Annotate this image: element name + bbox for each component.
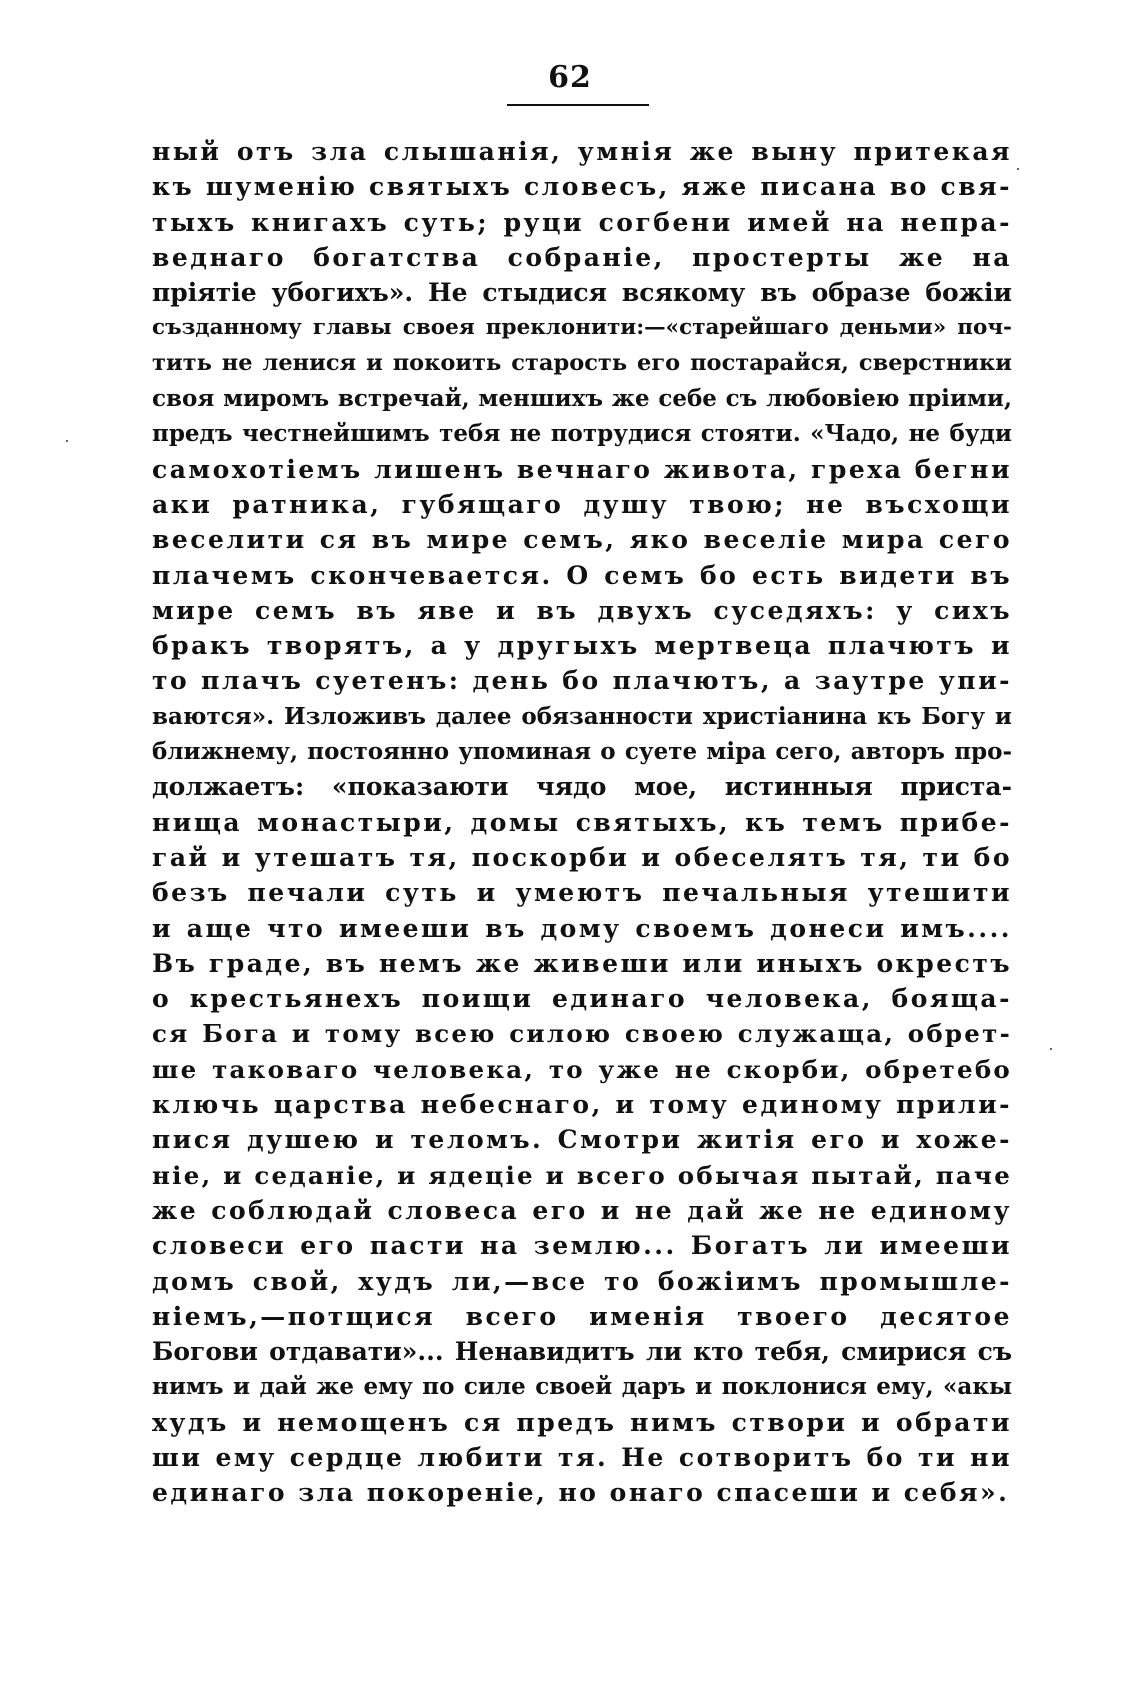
paper-speck	[1050, 1048, 1052, 1050]
text-line: о крестьянехъ поищи единаго человека, бояща-	[152, 984, 1012, 1014]
text-line: къ шуменію святыхъ словесъ, яже писана во свя-	[152, 172, 1012, 202]
body-text	[152, 134, 1012, 1511]
text-line: създанному главы своея преклонити:—«старейшаго деньми» поч-	[152, 315, 1012, 341]
text-line: веднаго богатства собраніе, простерты же на	[152, 242, 1012, 272]
text-line: пися душею и теломъ. Смотри житія его и хоже-	[152, 1125, 1012, 1155]
text-line: словеси его пасти на землю... Богатъ ли имееши	[152, 1231, 1012, 1261]
text-line: должаетъ: «показаюти чядо мое, истинныя приста-	[152, 772, 1012, 802]
text-line: нища монастыри, домы святыхъ, къ темъ прибе-	[152, 807, 1012, 837]
text-line: пріятіе убогихъ». Не стыдися всякому въ образе божіи	[152, 278, 1012, 308]
text-line: ся Бога и тому всею силою своею служаща, обрет-	[152, 1019, 1012, 1049]
text-line: ближнему, постоянно упоминая о суете міра сего, авторъ про-	[152, 738, 1012, 766]
text-line: ключь царства небеснаго, и тому единому прили-	[152, 1090, 1012, 1120]
text-line: ше таковаго человека, то уже не скорби, обретебо	[152, 1054, 1012, 1084]
text-line: же соблюдай словеса его и не дай же не единому	[152, 1195, 1012, 1225]
text-line: предъ честнейшимъ тебя не потрудися стояти. «Чадо, не буди	[152, 420, 1012, 448]
text-line: нимъ и дай же ему по силе своей даръ и поклонися ему, «акы	[152, 1373, 1012, 1401]
text-line: Богови отдавати»... Ненавидитъ ли кто тебя, смирися съ	[152, 1337, 1012, 1367]
text-line: ваются». Изложивъ далее обязанности христіанина къ Богу и	[152, 702, 1012, 730]
text-line: мире семъ въ яве и въ двухъ суседяхъ: у сихъ	[152, 595, 1012, 625]
text-line: своя миромъ встречай, меншихъ же себе съ любовіею пріими,	[152, 385, 1012, 413]
text-line: худъ и немощенъ ся предъ нимъ створи и обрати	[152, 1407, 1012, 1437]
text-line: самохотіемъ лишенъ вечнаго живота, греха бегни	[152, 454, 1012, 484]
text-line: безъ печали суть и умеютъ печальныя утешити	[152, 878, 1012, 908]
text-line: домъ свой, худъ ли,—все то божіимъ промышле-	[152, 1266, 1012, 1296]
header-rule	[507, 104, 649, 106]
text-line: и аще что имееши въ дому своемъ донеси имъ....	[152, 913, 1012, 943]
text-line: ніемъ,—потщися всего именія твоего десятое	[152, 1301, 1012, 1331]
paper-speck	[66, 440, 68, 442]
text-line: аки ратника, губящаго душу твою; не въсхощи	[152, 489, 1012, 519]
text-line: ный отъ зла слышанія, умнія же выну притекая	[152, 137, 1012, 166]
paper-speck	[1017, 168, 1019, 170]
text-line: веселити ся въ мире семъ, яко веселіе мира сего	[152, 525, 1012, 555]
text-line: ніе, и седаніе, и ядеціе и всего обычая пытай, паче	[152, 1160, 1012, 1190]
text-line: то плачъ суетенъ: день бо плачютъ, а заутре упи-	[152, 666, 1012, 696]
text-line: тить не ленися и покоить старость его постарайся, сверстники	[152, 349, 1012, 376]
text-line: бракъ творятъ, а у другыхъ мертвеца плачютъ и	[152, 631, 1012, 661]
text-line: единаго зла покореніе, но онаго спасеши и себя».	[152, 1478, 1010, 1508]
text-line: гай и утешатъ тя, поскорби и обеселятъ тя, ти бо	[152, 842, 1012, 872]
page-number: 62	[548, 60, 592, 95]
text-line: тыхъ книгахъ суть; руци согбени имей на непра-	[152, 207, 1012, 237]
text-line: Въ граде, въ немъ же живеши или иныхъ окрестъ	[152, 948, 1012, 978]
text-line: ши ему сердце любити тя. Не сотворитъ бо ти ни	[152, 1442, 1012, 1472]
text-line: плачемъ скончевается. О семъ бо есть видети въ	[152, 560, 1012, 590]
